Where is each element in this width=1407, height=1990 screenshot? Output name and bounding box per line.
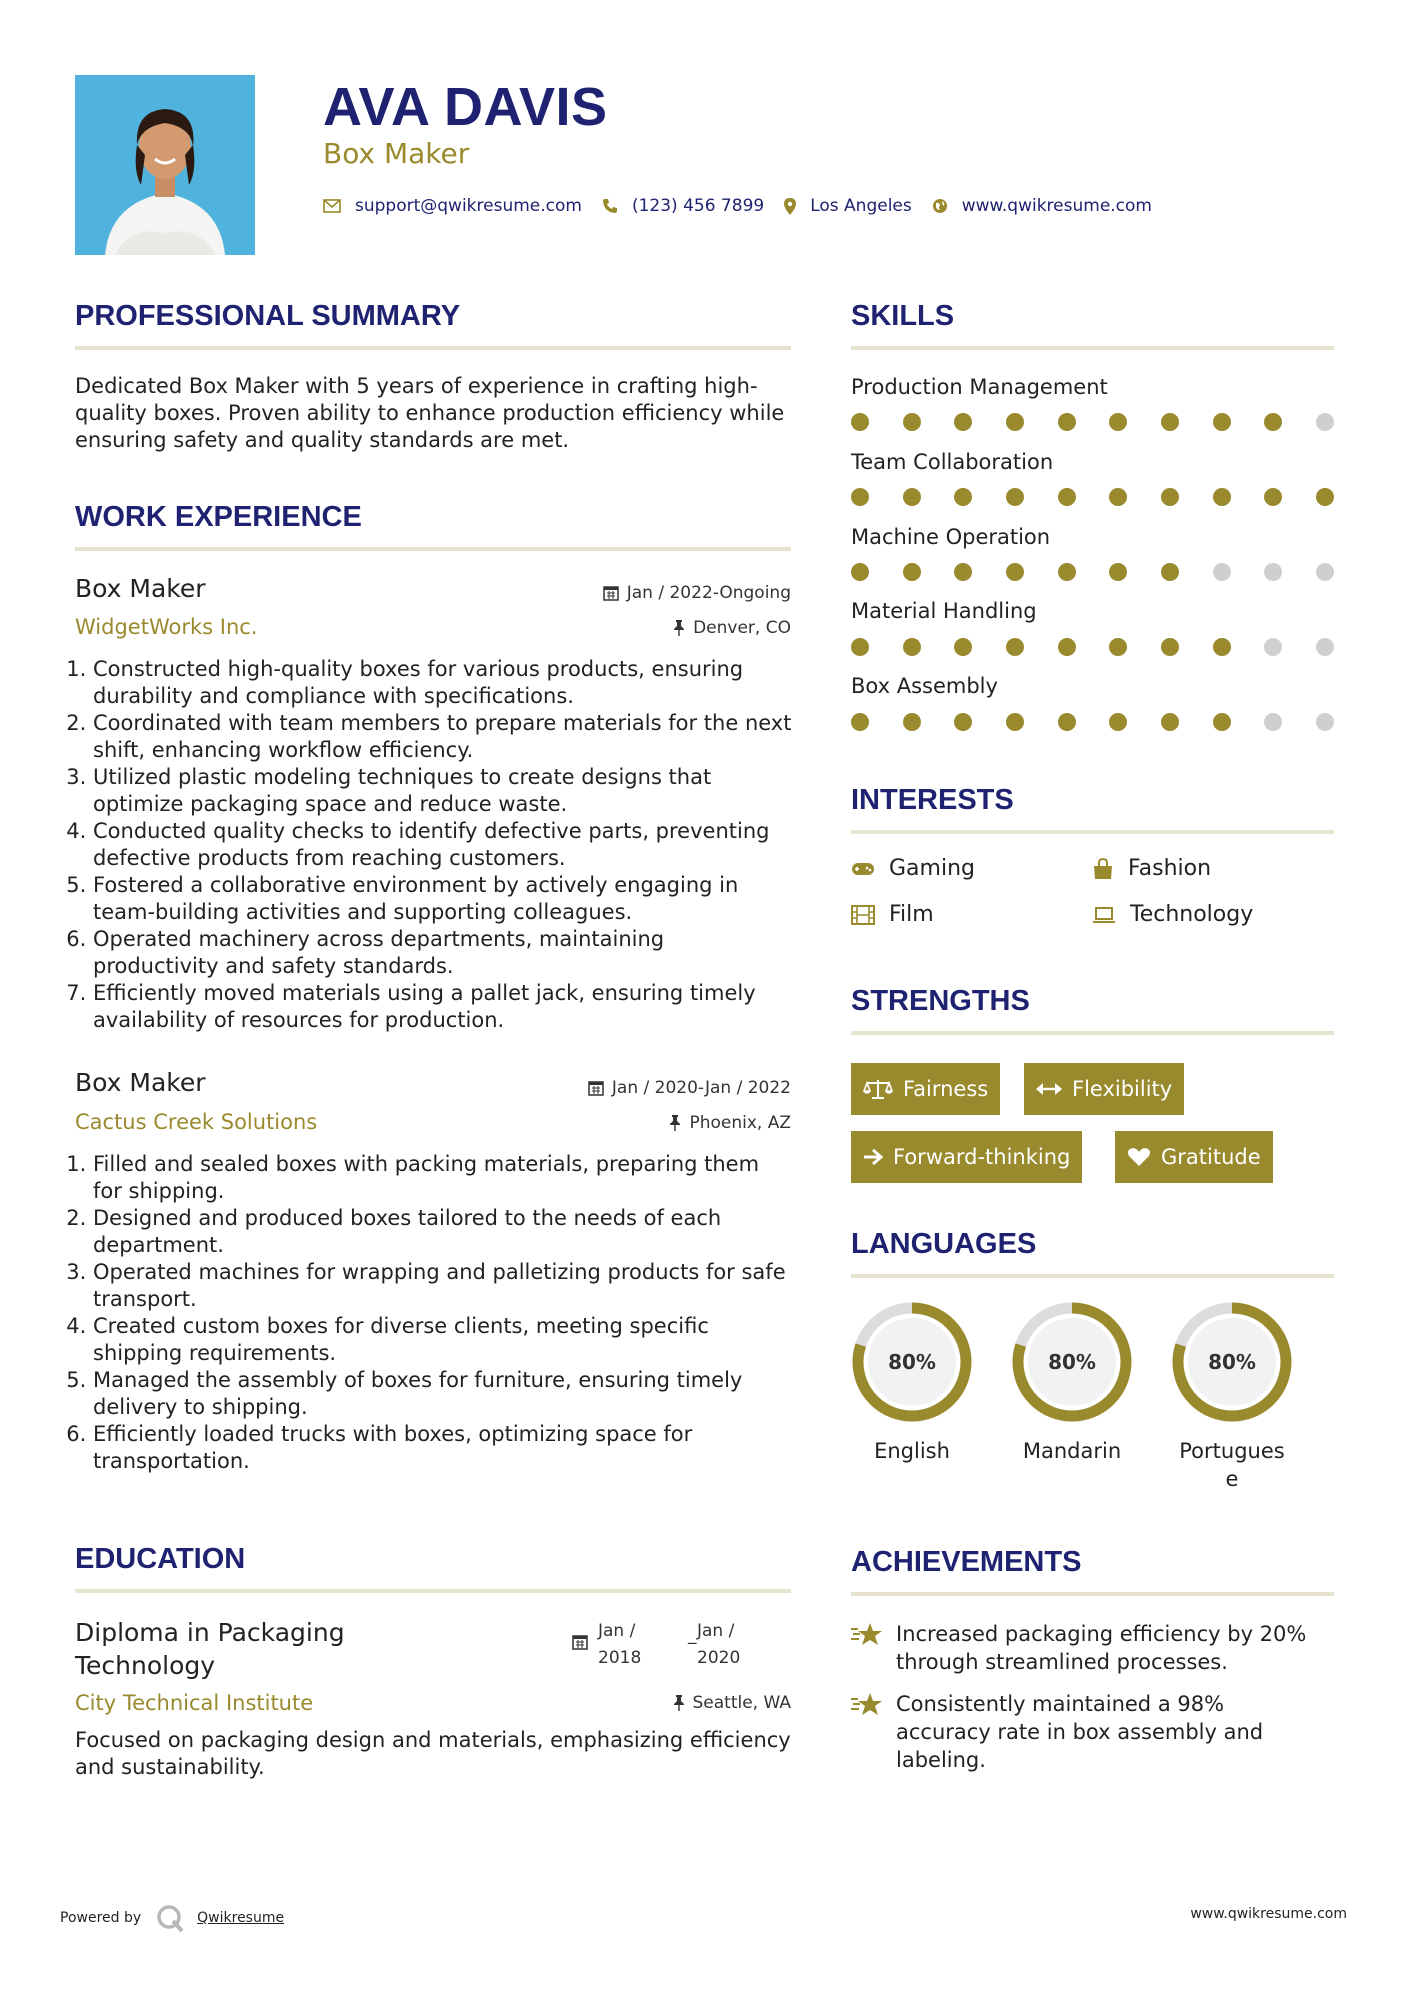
skill-dot-filled [1109,563,1127,581]
interest-label: Fashion [1128,856,1212,881]
skill-dot-filled [1109,413,1127,431]
skill-dot-filled [1006,563,1024,581]
education-description: Focused on packaging design and materials, emphasizing efficiency and sustainability. [75,1728,791,1779]
skill-dot-filled [1058,488,1076,506]
skill-dot-filled [903,488,921,506]
list-item: 5. Managed the assembly of boxes for furniture, ensuring timely delivery to shipping. [93,1367,793,1421]
powered-by-text: Powered by [60,1910,142,1926]
list-item: 3. Utilized plastic modeling techniques to create designs that optimize packaging space and reduce waste. [93,764,793,818]
skill-dot-filled [954,563,972,581]
list-item: 1. Filled and sealed boxes with packing materials, preparing them for shipping. [93,1151,793,1205]
job-1-location [673,618,791,638]
skill-dot-filled [1213,638,1231,656]
language-name: English [874,1439,950,1463]
job-2-date [588,1078,791,1098]
job-2-company: Cactus Creek Solutions [75,1110,318,1134]
balance-scale-icon [863,1078,893,1100]
interest-label: Gaming [889,856,975,881]
list-item: 2. Coordinated with team members to prepare materials for the next shift, enhancing workflow efficiency. [93,710,793,764]
shopping-bag-icon [1092,858,1114,880]
language-name [1162,1437,1302,1493]
job-2-location [669,1113,791,1133]
language-gauge [1010,1300,1134,1424]
skill-dot-filled [851,413,869,431]
strength-label: Flexibility [1072,1077,1173,1101]
skill-label: Machine Operation [851,525,1051,549]
skill-label: Box Assembly [851,674,998,698]
skill-dot-filled [903,563,921,581]
job-2-title: Box Maker [75,1068,206,1097]
language-name: Mandarin [1022,1439,1122,1463]
contact-phone[interactable]: (123) 456 7899 [631,196,765,216]
calendar-icon [603,585,619,601]
candidate-title: Box Maker [323,137,470,170]
award-star-icon [851,1620,896,1676]
achievement-text: Consistently maintained a 98% accuracy rate in box assembly and labeling. [896,1692,1264,1772]
achievements-divider [851,1592,1334,1596]
arrow-right-icon [863,1148,883,1166]
list-item: 4. Created custom boxes for diverse clients, meeting specific shipping requirements. [93,1313,793,1367]
strength-tag [1024,1063,1184,1115]
list-item: 7. Efficiently moved materials using a pallet jack, ensuring timely availability of resources for production. [93,980,793,1034]
candidate-name: AVA DAVIS [323,77,608,137]
interest-label: Film [889,902,934,927]
film-icon [851,905,875,925]
skills-divider [851,346,1334,350]
phone-icon [602,198,618,214]
skill-dot-filled [1264,488,1282,506]
skill-dot-filled [954,413,972,431]
arrows-horizontal-icon [1036,1082,1062,1096]
interest-item [1092,902,1253,927]
experience-heading: WORK EXPERIENCE [75,501,362,533]
strengths-heading: STRENGTHS [851,985,1030,1017]
job-1-bullets [73,656,793,1034]
skill-label: Team Collaboration [851,450,1054,474]
pushpin-icon [669,1115,681,1131]
education-start-date [598,1618,641,1672]
summary-heading: PROFESSIONAL SUMMARY [75,300,461,332]
list-item: 4. Conducted quality checks to identify defective parts, preventing defective products from reaching customers. [93,818,793,872]
contact-website[interactable]: www.qwikresume.com [961,196,1152,216]
skill-dot-empty [1264,638,1282,656]
skill-dot-filled [903,713,921,731]
achievement-text: Increased packaging efficiency by 20% through streamlined processes. [896,1622,1307,1674]
achievement-item [851,1690,1301,1774]
skill-dot-empty [1316,413,1334,431]
contact-email[interactable]: support@qwikresume.com [355,196,582,216]
education-start-year: 2018 [598,1648,642,1668]
globe-icon [932,198,948,214]
skill-dot-filled [1316,488,1334,506]
skill-dot-filled [851,563,869,581]
strength-label: Fairness [903,1077,989,1101]
skill-dot-filled [1058,563,1076,581]
skill-dot-filled [1006,413,1024,431]
strength-tag [851,1063,1000,1115]
list-item: 6. Efficiently loaded trucks with boxes, optimizing space for transportation. [93,1421,793,1475]
education-end-month: Jan / [697,1621,735,1641]
skill-dot-filled [1006,488,1024,506]
skill-dot-empty [1316,563,1334,581]
education-start-month: Jan / [598,1621,636,1641]
calendar-icon [588,1080,604,1096]
language-name-line-2: e [1225,1467,1239,1491]
skill-dot-filled [851,713,869,731]
skill-dot-empty [1264,713,1282,731]
skill-rating [851,713,1334,733]
date-separator: _ [688,1625,697,1645]
profile-photo [75,75,255,255]
job-1-company: WidgetWorks Inc. [75,615,258,639]
skill-dot-filled [1006,638,1024,656]
list-item: 6. Operated machinery across departments, maintaining productivity and safety standards. [93,926,793,980]
heart-icon [1127,1147,1151,1167]
list-item: 3. Operated machines for wrapping and palletizing products for safe transport. [93,1259,793,1313]
skill-rating [851,638,1334,658]
skill-dot-filled [954,638,972,656]
skill-dot-filled [1109,488,1127,506]
skill-dot-filled [1161,488,1179,506]
skill-dot-filled [1109,638,1127,656]
skill-dot-filled [1109,713,1127,731]
skill-dot-filled [954,713,972,731]
pushpin-icon [673,620,685,636]
skill-dot-empty [1264,563,1282,581]
education-divider [75,1589,791,1593]
footer-url[interactable]: www.qwikresume.com [1190,1906,1347,1922]
strength-tag [1115,1131,1273,1183]
job-1-date-text: Jan / 2022-Ongoing [626,583,791,603]
education-degree: Diploma in Packaging Technology [75,1618,345,1680]
summary-divider [75,346,791,350]
qwikresume-logo-icon [155,1903,185,1933]
skill-dot-filled [851,488,869,506]
interests-heading: INTERESTS [851,784,1014,816]
job-2-bullets [73,1151,793,1475]
skill-dot-filled [851,638,869,656]
skills-heading: SKILLS [851,300,955,332]
skill-dot-filled [1213,713,1231,731]
skill-dot-filled [1161,713,1179,731]
language-percent: 80% [888,1350,936,1374]
strength-label: Gratitude [1161,1145,1261,1169]
job-1-title: Box Maker [75,574,206,603]
contact-bar [323,196,1172,216]
achievement-item [851,1620,1341,1676]
skill-rating [851,563,1334,583]
education-location-text: Seattle, WA [692,1693,791,1713]
award-star-icon [851,1690,896,1774]
language-name-line-1: Portugues [1179,1439,1285,1463]
language-gauge [850,1300,974,1424]
strength-tag [851,1131,1082,1183]
footer-branding [60,1903,284,1933]
skill-dot-empty [1316,638,1334,656]
skill-dot-empty [1213,563,1231,581]
interest-item [851,856,975,881]
skill-dot-filled [1213,488,1231,506]
strength-label: Forward-thinking [893,1145,1071,1169]
brand-link[interactable]: Qwikresume [197,1910,285,1926]
job-2-date-text: Jan / 2020-Jan / 2022 [611,1078,791,1098]
summary-text: Dedicated Box Maker with 5 years of experience in crafting high-quality boxes. Proven ability to enhance production efficiency while ensuring safety and quality standards are met. [75,374,785,452]
skill-dot-filled [903,638,921,656]
achievements-heading: ACHIEVEMENTS [851,1546,1082,1578]
education-heading: EDUCATION [75,1543,246,1575]
envelope-icon [323,199,341,213]
skill-dot-filled [1161,563,1179,581]
skill-dot-filled [903,413,921,431]
list-item: 5. Fostered a collaborative environment by actively engaging in team-building activities and supporting colleagues. [93,872,793,926]
interest-item [1092,856,1211,881]
list-item: 2. Designed and produced boxes tailored to the needs of each department. [93,1205,793,1259]
skill-dot-filled [1058,638,1076,656]
languages-divider [851,1274,1334,1278]
laptop-icon [1092,906,1116,924]
calendar-icon [572,1634,588,1654]
skill-dot-filled [1058,413,1076,431]
skill-label: Production Management [851,375,1108,399]
language-gauge [1170,1300,1294,1424]
interest-label: Technology [1130,902,1254,927]
education-school: City Technical Institute [75,1691,314,1715]
skill-dot-filled [1213,413,1231,431]
interests-divider [851,830,1334,834]
skill-dot-filled [1006,713,1024,731]
language-percent: 80% [1208,1350,1256,1374]
list-item: 1. Constructed high-quality boxes for various products, ensuring durability and compliance with specifications. [93,656,793,710]
skill-dot-empty [1316,713,1334,731]
skill-rating [851,413,1334,433]
languages-heading: LANGUAGES [851,1228,1037,1260]
education-end-date [697,1618,740,1672]
skill-dot-filled [1058,713,1076,731]
education-location [673,1693,792,1713]
skill-rating [851,488,1334,508]
experience-divider [75,547,791,551]
skill-label: Material Handling [851,599,1037,623]
pushpin-icon [673,1695,685,1711]
language-percent: 80% [1048,1350,1096,1374]
education-end-year: 2020 [697,1648,741,1668]
interest-item [851,902,934,927]
job-1-date [603,583,791,603]
skill-dot-filled [954,488,972,506]
skill-dot-filled [1161,413,1179,431]
job-2-location-text: Phoenix, AZ [689,1113,791,1133]
job-1-location-text: Denver, CO [693,618,791,638]
skill-dot-filled [1161,638,1179,656]
map-marker-icon [784,198,796,215]
skill-dot-filled [1264,413,1282,431]
contact-location: Los Angeles [810,196,912,216]
gamepad-icon [851,861,875,877]
strengths-divider [851,1031,1334,1035]
